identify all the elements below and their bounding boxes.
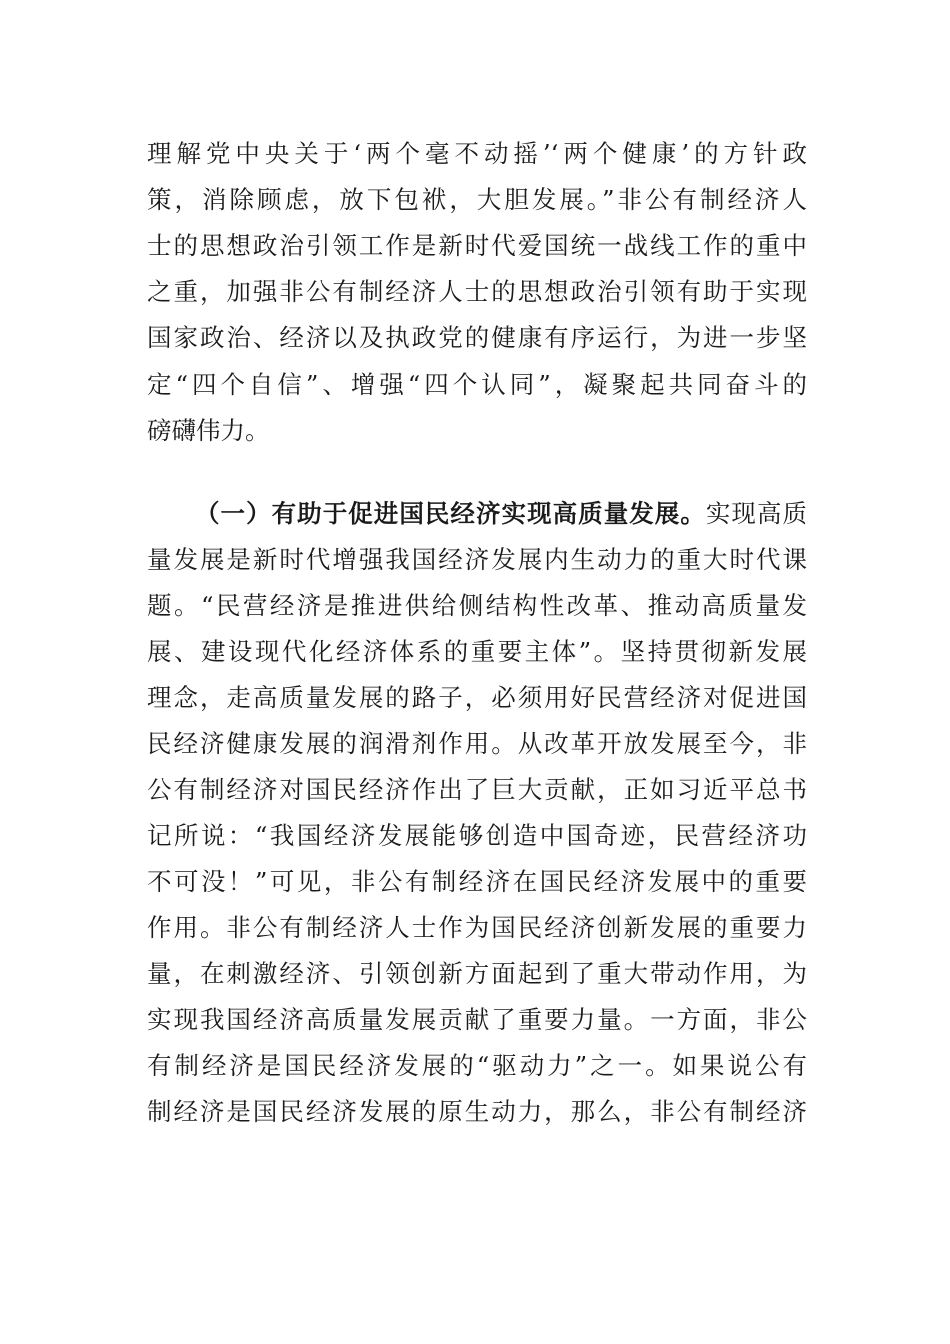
section-1-first-line-text: 实现高质 xyxy=(705,499,808,528)
paragraph-1-line-6: 定“四个自信”、增强“四个认同”，凝聚起共同奋斗的 xyxy=(147,370,807,399)
section-1-first-line xyxy=(195,494,807,534)
section-1-heading: （一）有助于促进国民经济实现高质量发展。 xyxy=(195,499,706,528)
section-1-line-3: 展、建设现代化经济体系的重要主体”。坚持贯彻新发展 xyxy=(147,637,807,666)
paragraph-1-line-5: 国家政治、经济以及执政党的健康有序运行，为进一步坚 xyxy=(147,323,807,352)
paragraph-1-line-2: 策，消除顾虑，放下包袱，大胆发展。”非公有制经济人 xyxy=(147,185,807,214)
section-1-line-9: 作用。非公有制经济人士作为国民经济创新发展的重要力 xyxy=(147,913,807,942)
section-1-line-12: 有制经济是国民经济发展的“驱动力”之一。如果说公有 xyxy=(147,1051,807,1080)
section-1-line-7: 记所说：“我国经济发展能够创造中国奇迹，民营经济功 xyxy=(147,821,807,850)
section-1-line-10: 量，在刺激经济、引领创新方面起到了重大带动作用，为 xyxy=(147,959,807,988)
paragraph-1-line-7: 磅礴伟力。 xyxy=(147,416,270,445)
section-1-line-1: 量发展是新时代增强我国经济发展内生动力的重大时代课 xyxy=(147,545,807,574)
section-1-line-5: 民经济健康发展的润滑剂作用。从改革开放发展至今，非 xyxy=(147,729,807,758)
section-1-line-4: 理念，走高质量发展的路子，必须用好民营经济对促进国 xyxy=(147,683,807,712)
paragraph-1-line-4: 之重，加强非公有制经济人士的思想政治引领有助于实现 xyxy=(147,277,807,306)
paragraph-1-line-3: 士的思想政治引领工作是新时代爱国统一战线工作的重中 xyxy=(147,231,807,260)
section-1-line-13: 制经济是国民经济发展的原生动力，那么，非公有制经济 xyxy=(147,1097,807,1126)
section-1-line-11: 实现我国经济高质量发展贡献了重要力量。一方面，非公 xyxy=(147,1005,807,1034)
section-1-line-8: 不可没！”可见，非公有制经济在国民经济发展中的重要 xyxy=(147,867,807,896)
section-1-line-2: 题。“民营经济是推进供给侧结构性改革、推动高质量发 xyxy=(147,591,807,620)
paragraph-1-line-1: 理解党中央关于‘两个毫不动摇’‘两个健康’的方针政 xyxy=(147,139,807,168)
section-1-line-6: 公有制经济对国民经济作出了巨大贡献，正如习近平总书 xyxy=(147,775,807,804)
